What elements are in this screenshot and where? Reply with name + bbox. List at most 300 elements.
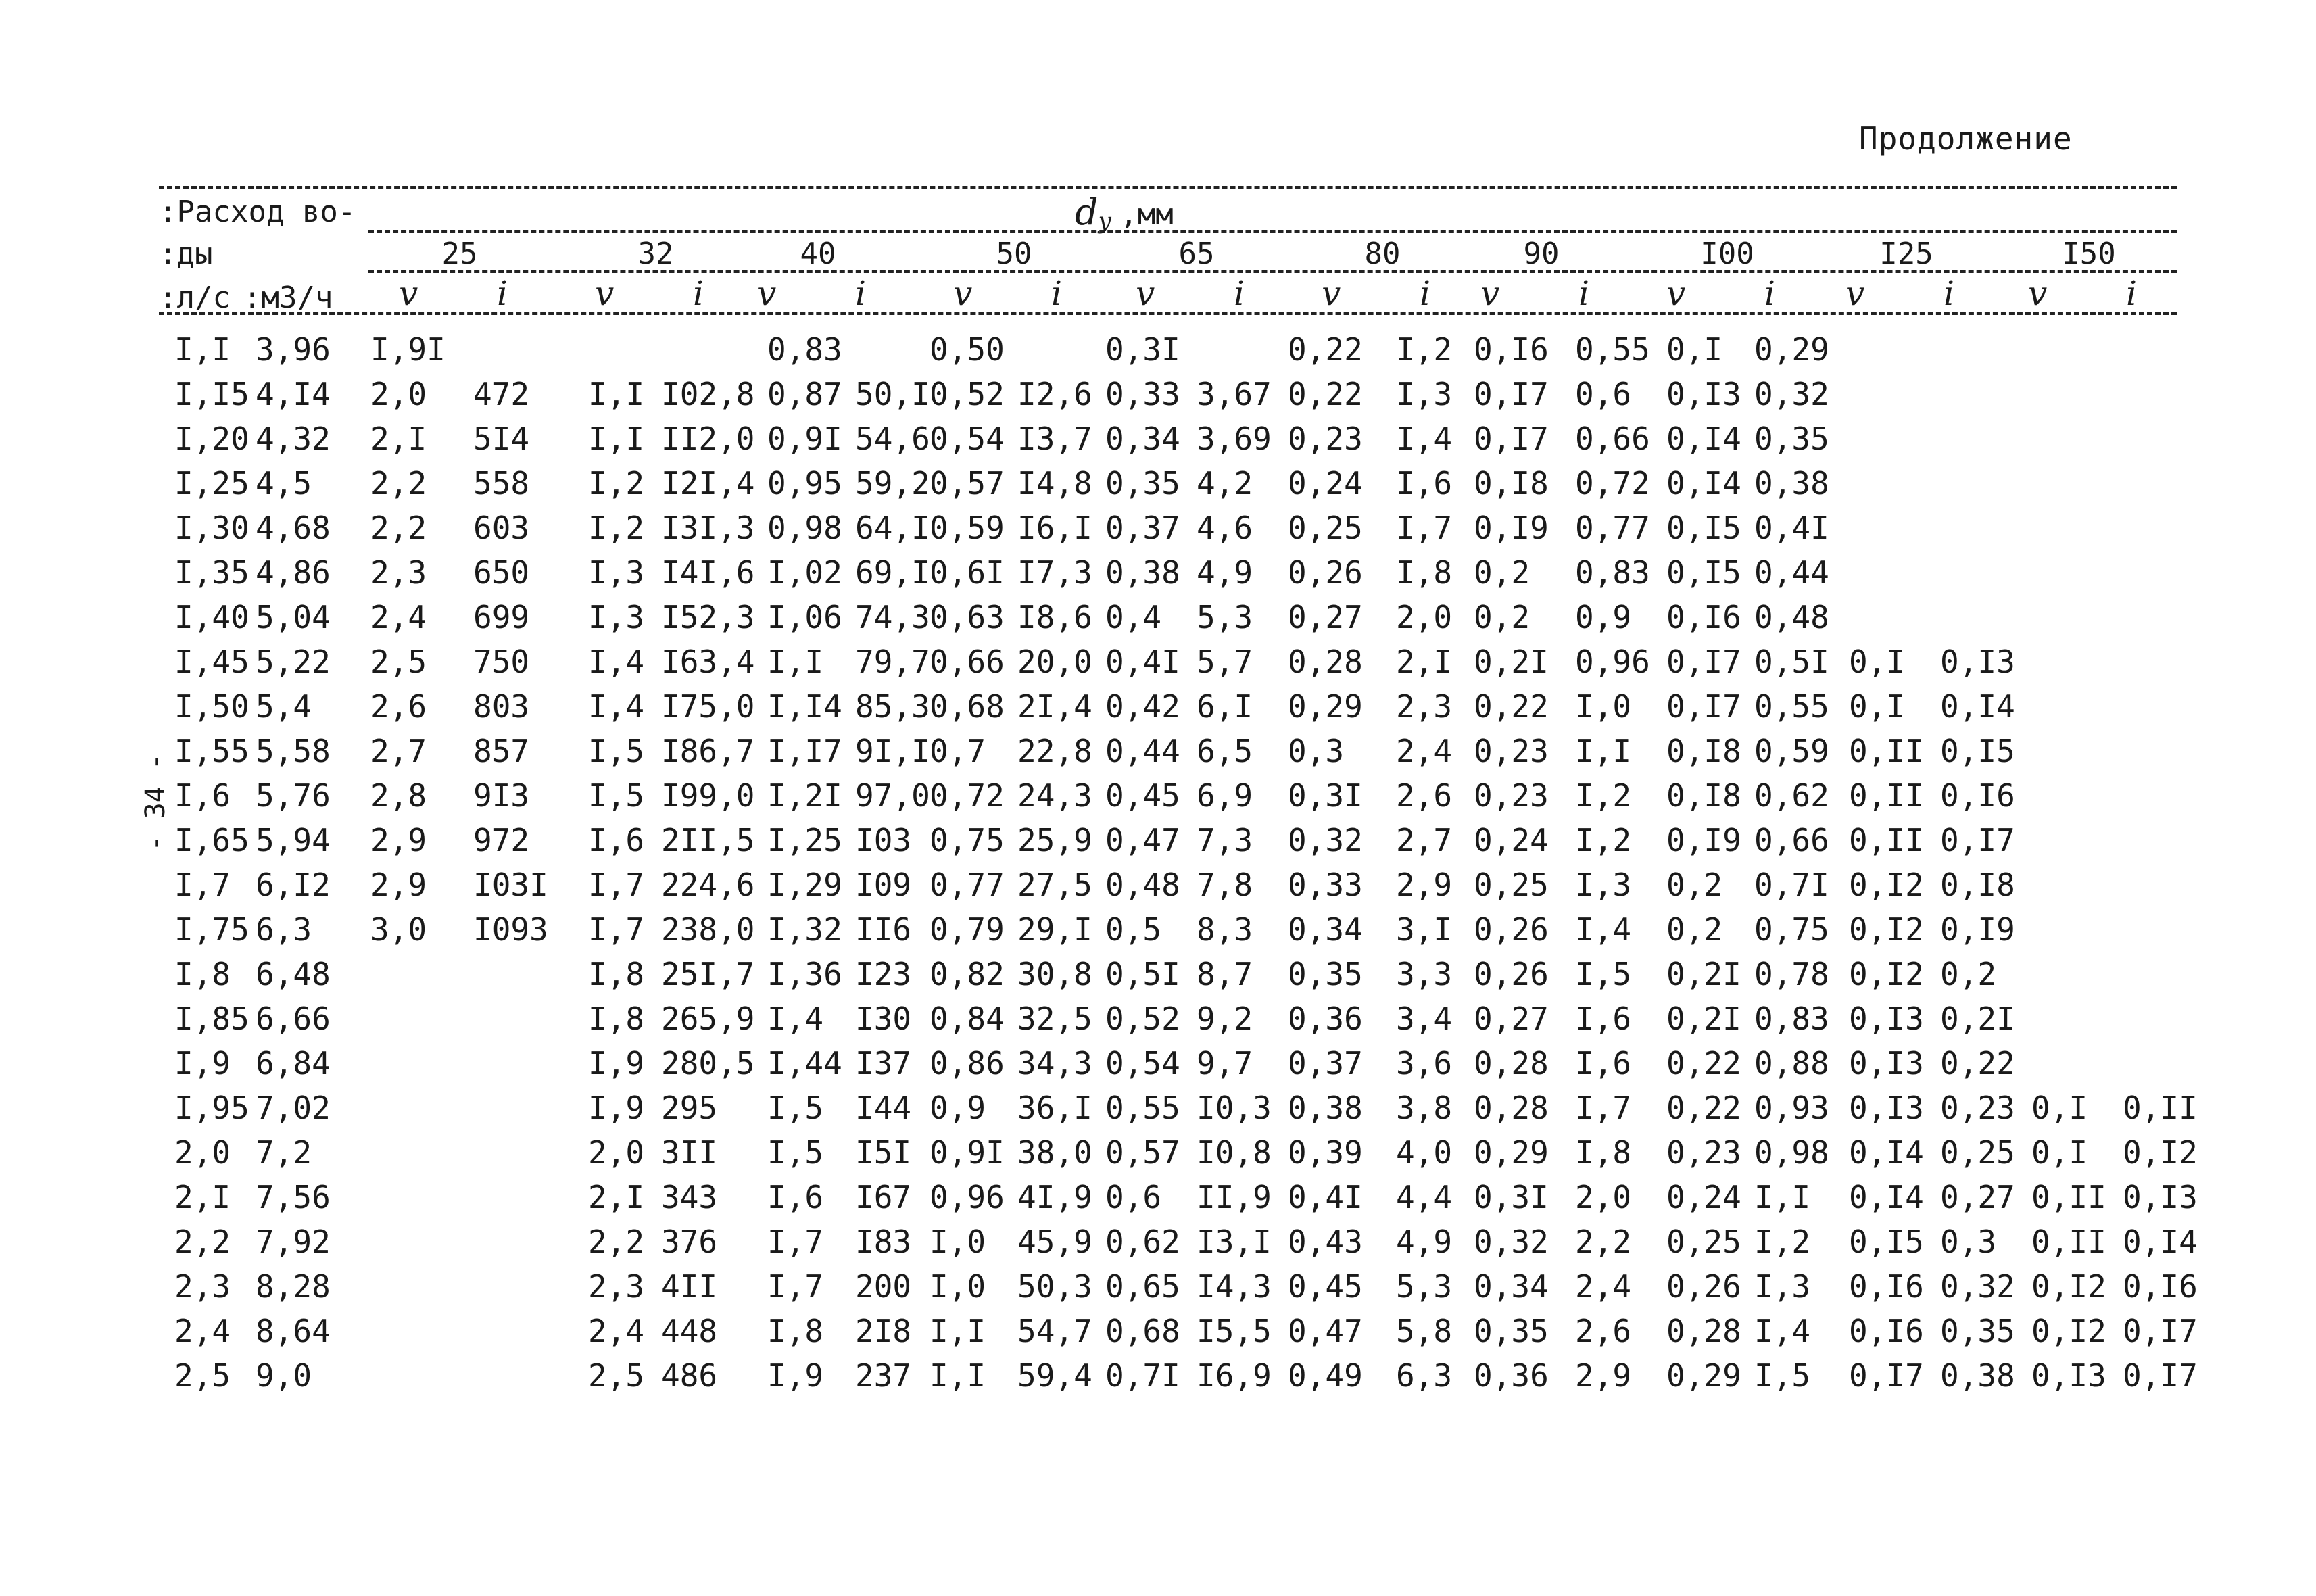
table-cell: I,6 [1575, 1000, 1632, 1037]
table-cell: I,06 [767, 599, 842, 635]
table-cell: 54,7 [1017, 1313, 1092, 1349]
table-cell: 0,2 [1474, 554, 1530, 591]
table-cell: 0,82 [930, 956, 1005, 992]
head-loss-header: i [1578, 274, 1589, 313]
table-cell: 0,96 [1575, 644, 1650, 680]
table-cell: 0,38 [1105, 554, 1180, 591]
table-cell: I30 [855, 1000, 912, 1037]
table-cell: 6,9 [1197, 777, 1253, 814]
table-cell: 5I4 [473, 420, 530, 457]
table-cell: 2,6 [370, 688, 427, 725]
table-cell: 25I,7 [661, 956, 755, 992]
table-cell: 38,0 [1017, 1134, 1092, 1171]
table-cell: 0,I3 [1849, 1045, 1924, 1082]
table-cell: 4I,9 [1017, 1179, 1092, 1215]
diameter-header: 80 [1364, 237, 1401, 271]
table-cell: 8,64 [256, 1313, 331, 1349]
table-cell: 0,9 [930, 1090, 986, 1126]
table-cell: 0,47 [1288, 1313, 1363, 1349]
table-cell: I,7 [767, 1268, 824, 1305]
table-cell: 2,4 [174, 1313, 231, 1349]
table-cell: I02,8 [661, 376, 755, 412]
table-cell: 0,I4 [1849, 1134, 1924, 1171]
table-cell: I,4 [588, 688, 645, 725]
table-cell: 0,2I [1940, 1000, 2015, 1037]
table-cell: 0,55 [1754, 688, 1829, 725]
header-unit-ls: :л/с [159, 281, 231, 315]
velocity-header: v [1666, 274, 1686, 313]
table-cell: 0,37 [1105, 510, 1180, 546]
table-cell: 0,65 [1105, 1268, 1180, 1305]
table-cell: I,5 [1575, 956, 1632, 992]
table-cell: 0,I7 [2123, 1357, 2198, 1394]
table-cell: 0,I [1849, 688, 1906, 725]
velocity-header: v [2028, 274, 2048, 313]
table-cell: I23 [855, 956, 912, 992]
table-cell: 0,I3 [1849, 1000, 1924, 1037]
table-cell: 0,I8 [1666, 733, 1741, 769]
table-cell: I86,7 [661, 733, 755, 769]
table-cell: 0,62 [1105, 1224, 1180, 1260]
table-cell: 64,I [855, 510, 930, 546]
table-cell: 2,6 [1575, 1313, 1632, 1349]
table-cell: 0,9I [930, 1134, 1005, 1171]
table-cell: 0,68 [930, 688, 1005, 725]
table-cell: I,5 [767, 1090, 824, 1126]
table-cell: 0,I4 [1666, 420, 1741, 457]
table-cell: 0,66 [930, 644, 1005, 680]
table-cell: 4,4 [1396, 1179, 1453, 1215]
table-cell: 2,3 [370, 554, 427, 591]
table-cell: 4II [661, 1268, 718, 1305]
table-row [0, 554, 2316, 595]
table-cell: I,5 [767, 1134, 824, 1171]
table-cell: 0,I2 [2031, 1313, 2106, 1349]
table-cell: I,3 [1754, 1268, 1811, 1305]
table-cell: 0,2I [1666, 956, 1741, 992]
table-cell: 0,I7 [2123, 1313, 2198, 1349]
table-cell: 0,37 [1288, 1045, 1363, 1082]
table-cell: I,7 [767, 1224, 824, 1260]
table-cell: 0,22 [1474, 688, 1549, 725]
table-cell: 3,8 [1396, 1090, 1453, 1126]
table-cell: 0,83 [767, 331, 842, 368]
table-cell: I,50 [174, 688, 249, 725]
table-cell: 0,32 [1288, 822, 1363, 859]
table-cell: 9,0 [256, 1357, 312, 1394]
table-cell: 0,78 [1754, 956, 1829, 992]
velocity-header: v [1480, 274, 1500, 313]
table-cell: I6,9 [1197, 1357, 1272, 1394]
table-cell: 0,7I [1105, 1357, 1180, 1394]
table-cell: I,6 [174, 777, 231, 814]
table-cell: 0,I6 [1849, 1268, 1924, 1305]
table-cell: II2,0 [661, 420, 755, 457]
table-cell: 0,54 [1105, 1045, 1180, 1082]
table-cell: 0,I9 [1474, 510, 1549, 546]
table-cell: 2I,4 [1017, 688, 1092, 725]
table-cell: 0,26 [1288, 554, 1363, 591]
table-row [0, 911, 2316, 952]
table-cell: 238,0 [661, 911, 755, 948]
table-cell: 4,5 [256, 465, 312, 502]
table-cell: 0,II [2031, 1224, 2106, 1260]
table-cell: 0,66 [1754, 822, 1829, 859]
table-cell: 0,I8 [1474, 465, 1549, 502]
table-cell: I,2 [1575, 777, 1632, 814]
table-cell: 29,I [1017, 911, 1092, 948]
diameter-header: 90 [1523, 237, 1560, 271]
table-cell: 2I8 [855, 1313, 912, 1349]
table-cell: 0,7I [1754, 867, 1829, 903]
table-cell: 2,6 [1396, 777, 1453, 814]
table-row [0, 644, 2316, 684]
table-cell: I,2 [1396, 331, 1453, 368]
table-cell: 0,63 [930, 599, 1005, 635]
table-cell: 7,8 [1197, 867, 1253, 903]
table-cell: I4I,6 [661, 554, 755, 591]
table-cell: I,4 [1754, 1313, 1811, 1349]
table-cell: I,6 [1575, 1045, 1632, 1082]
table-cell: I,I [174, 331, 231, 368]
table-cell: 0,I4 [1849, 1179, 1924, 1215]
table-cell: I,8 [588, 956, 645, 992]
table-cell: 0,22 [1288, 331, 1363, 368]
table-cell: 5,4 [256, 688, 312, 725]
table-cell: 97,0 [855, 777, 930, 814]
table-cell: I,6 [1396, 465, 1453, 502]
table-cell: 0,59 [1754, 733, 1829, 769]
head-loss-header: i [1051, 274, 1062, 313]
table-cell: 0,83 [1575, 554, 1650, 591]
table-cell: 0,34 [1288, 911, 1363, 948]
table-cell: 0,95 [767, 465, 842, 502]
table-cell: 7,2 [256, 1134, 312, 1171]
table-cell: 0,35 [1105, 465, 1180, 502]
table-cell: 2,5 [588, 1357, 645, 1394]
table-cell: 0,43 [1288, 1224, 1363, 1260]
table-cell: 0,2I [1474, 644, 1549, 680]
table-cell: 0,29 [1474, 1134, 1549, 1171]
table-cell: 0,22 [1666, 1090, 1741, 1126]
table-cell: 8,3 [1197, 911, 1253, 948]
table-cell: 0,I3 [1666, 376, 1741, 412]
table-cell: 0,4I [1754, 510, 1829, 546]
table-cell: I,29 [767, 867, 842, 903]
table-cell: 0,I4 [2123, 1224, 2198, 1260]
table-cell: 2,9 [1575, 1357, 1632, 1394]
table-cell: I,5 [1754, 1357, 1811, 1394]
table-cell: 0,I9 [1940, 911, 2015, 948]
table-cell: 0,I9 [1666, 822, 1741, 859]
velocity-header: v [757, 274, 777, 313]
table-cell: 59,4 [1017, 1357, 1092, 1394]
table-cell: I,40 [174, 599, 249, 635]
table-cell: 0,35 [1474, 1313, 1549, 1349]
header-dy [1075, 191, 1174, 235]
table-cell: 0,26 [1474, 911, 1549, 948]
table-cell: I37 [855, 1045, 912, 1082]
table-cell: 0,27 [1288, 599, 1363, 635]
table-cell: 5,3 [1197, 599, 1253, 635]
table-cell: 0,2 [1666, 911, 1723, 948]
table-cell: I,7 [588, 911, 645, 948]
table-cell: 59,2 [855, 465, 930, 502]
table-cell: 0,I2 [1849, 911, 1924, 948]
table-cell: 0,I2 [2031, 1268, 2106, 1305]
table-cell: 2,5 [370, 644, 427, 680]
table-cell: 0,50 [930, 331, 1005, 368]
table-cell: I,0 [1575, 688, 1632, 725]
table-cell: 0,34 [1474, 1268, 1549, 1305]
table-cell: 69,I [855, 554, 930, 591]
table-cell: 5,04 [256, 599, 331, 635]
table-cell: 0,28 [1474, 1045, 1549, 1082]
table-cell: I,8 [174, 956, 231, 992]
table-row [0, 688, 2316, 729]
table-cell: 2,0 [1575, 1179, 1632, 1215]
header-unit-m3h: :м3/ч [243, 281, 333, 315]
table-cell: 0,22 [1666, 1045, 1741, 1082]
table-row [0, 1179, 2316, 1219]
table-cell: I,9 [588, 1045, 645, 1082]
table-cell: I,7 [588, 867, 645, 903]
table-cell: 486 [661, 1357, 718, 1394]
table-cell: I,I [1754, 1179, 1811, 1215]
table-cell: I,3 [588, 554, 645, 591]
table-cell: 0,23 [1666, 1134, 1741, 1171]
table-cell: 972 [473, 822, 530, 859]
table-cell: 0,52 [1105, 1000, 1180, 1037]
head-loss-header: i [1944, 274, 1954, 313]
table-cell: I75,0 [661, 688, 755, 725]
table-cell: 9I3 [473, 777, 530, 814]
table-cell: 2,0 [370, 376, 427, 412]
table-row [0, 599, 2316, 639]
table-cell: 0,55 [1105, 1090, 1180, 1126]
table-cell: 0,2 [1474, 599, 1530, 635]
table-cell: 24,3 [1017, 777, 1092, 814]
table-cell: 0,I6 [2123, 1268, 2198, 1305]
table-cell: I5,5 [1197, 1313, 1272, 1349]
table-cell: 2,2 [1575, 1224, 1632, 1260]
table-cell: 0,II [1849, 733, 1924, 769]
table-cell: 0,23 [1474, 733, 1549, 769]
table-cell: 0,I3 [1940, 644, 2015, 680]
head-loss-header: i [2126, 274, 2137, 313]
table-cell: 2,9 [370, 867, 427, 903]
table-cell: 0,38 [1754, 465, 1829, 502]
table-cell: 0,I3 [1849, 1090, 1924, 1126]
table-row [0, 376, 2316, 416]
table-cell: 3,4 [1396, 1000, 1453, 1037]
diameter-header: 32 [637, 237, 674, 271]
table-cell: I,I4 [767, 688, 842, 725]
table-row [0, 1090, 2316, 1130]
table-cell: 0,48 [1105, 867, 1180, 903]
diameter-header: I50 [2062, 237, 2116, 271]
table-cell: I,7 [1575, 1090, 1632, 1126]
table-cell: 0,II [1849, 822, 1924, 859]
table-cell: 0,26 [1666, 1268, 1741, 1305]
table-cell: II6 [855, 911, 912, 948]
table-cell: 0,I7 [1849, 1357, 1924, 1394]
table-cell: 32,5 [1017, 1000, 1092, 1037]
table-cell: 224,6 [661, 867, 755, 903]
table-cell: 6,I2 [256, 867, 331, 903]
table-cell: 699 [473, 599, 530, 635]
table-cell: 650 [473, 554, 530, 591]
table-cell: 9,2 [1197, 1000, 1253, 1037]
table-cell: I,I5 [174, 376, 249, 412]
continuation-label: Продолжение [1859, 120, 2073, 157]
table-cell: I,0 [930, 1268, 986, 1305]
table-cell: 0,6 [1105, 1179, 1162, 1215]
table-cell: 3,3 [1396, 956, 1453, 992]
table-row [0, 465, 2316, 506]
table-cell: 0,52 [930, 376, 1005, 412]
table-cell: I,6 [588, 822, 645, 859]
table-cell: 6,3 [1396, 1357, 1453, 1394]
table-cell: 7,56 [256, 1179, 331, 1215]
table-cell: I,9 [588, 1090, 645, 1126]
table-cell: 0,45 [1105, 777, 1180, 814]
table-cell: 2,3 [174, 1268, 231, 1305]
table-cell: 0,I6 [1940, 777, 2015, 814]
table-cell: I,I [930, 1357, 986, 1394]
table-cell: 0,I8 [1940, 867, 2015, 903]
table-cell: 0,23 [1474, 777, 1549, 814]
table-cell: 0,I2 [1849, 956, 1924, 992]
table-cell: I,25 [767, 822, 842, 859]
table-cell: I,75 [174, 911, 249, 948]
table-cell: 2,4 [588, 1313, 645, 1349]
table-cell: 0,I5 [1666, 554, 1741, 591]
table-cell: 2II,5 [661, 822, 755, 859]
velocity-header: v [399, 274, 418, 313]
table-cell: 6,66 [256, 1000, 331, 1037]
table-cell: 0,3 [1288, 733, 1345, 769]
table-cell: 3,I [1396, 911, 1453, 948]
table-cell: 2,9 [370, 822, 427, 859]
table-row [0, 1268, 2316, 1309]
table-cell: 9I,I [855, 733, 930, 769]
table-row [0, 1134, 2316, 1175]
table-cell: I,I [588, 376, 645, 412]
table-cell: 0,I6 [1849, 1313, 1924, 1349]
table-cell: 6,I [1197, 688, 1253, 725]
table-cell: 0,98 [1754, 1134, 1829, 1171]
table-cell: 0,I7 [1474, 420, 1549, 457]
table-cell: I,2 [588, 510, 645, 546]
table-cell: 2,2 [588, 1224, 645, 1260]
table-cell: I4,3 [1197, 1268, 1272, 1305]
table-cell: 0,I [1849, 644, 1906, 680]
table-cell: 0,77 [1575, 510, 1650, 546]
table-cell: 0,9I [767, 420, 842, 457]
table-cell: 0,24 [1474, 822, 1549, 859]
table-cell: 750 [473, 644, 530, 680]
velocity-header: v [1322, 274, 1341, 313]
table-cell: 2,I [174, 1179, 231, 1215]
table-cell: 0,72 [930, 777, 1005, 814]
table-cell: 265,9 [661, 1000, 755, 1037]
table-row [0, 1045, 2316, 1086]
table-cell: 3,0 [370, 911, 427, 948]
table-cell: 2,0 [174, 1134, 231, 1171]
table-cell: 2,4 [370, 599, 427, 635]
table-cell: 0,24 [1666, 1179, 1741, 1215]
table-cell: 2,7 [370, 733, 427, 769]
table-cell: I67 [855, 1179, 912, 1215]
table-cell: I83 [855, 1224, 912, 1260]
header-rule-bottom [159, 312, 2177, 315]
table-cell: 472 [473, 376, 530, 412]
table-cell: 0,83 [1754, 1000, 1829, 1037]
table-cell: I,7 [1396, 510, 1453, 546]
table-cell: 5,7 [1197, 644, 1253, 680]
table-cell: I,45 [174, 644, 249, 680]
table-cell: I0,8 [1197, 1134, 1272, 1171]
table-cell: 5,94 [256, 822, 331, 859]
table-cell: I,36 [767, 956, 842, 992]
table-cell: 0,59 [930, 510, 1005, 546]
head-loss-header: i [497, 274, 508, 313]
table-cell: 7,92 [256, 1224, 331, 1260]
table-cell: 5,76 [256, 777, 331, 814]
table-cell: 0,26 [1474, 956, 1549, 992]
table-cell: I03I [473, 867, 548, 903]
table-cell: 0,29 [1754, 331, 1829, 368]
table-cell: 0,28 [1288, 644, 1363, 680]
table-cell: 0,38 [1940, 1357, 2015, 1394]
table-cell: 0,25 [1666, 1224, 1741, 1260]
table-row [0, 1224, 2316, 1264]
table-cell: 0,33 [1288, 867, 1363, 903]
velocity-header: v [1845, 274, 1865, 313]
table-cell: 50,3 [1017, 1268, 1092, 1305]
table-cell: 0,75 [1754, 911, 1829, 948]
header-flow-label-1: :Расход во- [159, 195, 356, 229]
table-cell: 0,72 [1575, 465, 1650, 502]
table-cell: I52,3 [661, 599, 755, 635]
table-cell: 0,II [1849, 777, 1924, 814]
table-cell: 7,3 [1197, 822, 1253, 859]
table-cell: 0,38 [1288, 1090, 1363, 1126]
table-cell: 4,32 [256, 420, 331, 457]
table-cell: 0,36 [1288, 1000, 1363, 1037]
table-cell: I,65 [174, 822, 249, 859]
head-loss-header: i [1420, 274, 1430, 313]
table-cell: 0,34 [1105, 420, 1180, 457]
table-cell: 0,3 [1940, 1224, 1997, 1260]
table-cell: I6,I [1017, 510, 1092, 546]
table-cell: 448 [661, 1313, 718, 1349]
table-cell: 0,I [1666, 331, 1723, 368]
table-cell: 0,I7 [1666, 644, 1741, 680]
table-cell: 0,36 [1474, 1357, 1549, 1394]
table-cell: 3,96 [256, 331, 331, 368]
table-row [0, 1000, 2316, 1041]
table-cell: I,I [767, 644, 824, 680]
table-cell: 0,86 [930, 1045, 1005, 1082]
table-cell: 0,9 [1575, 599, 1632, 635]
table-cell: 6,3 [256, 911, 312, 948]
table-cell: 0,62 [1754, 777, 1829, 814]
table-cell: 0,33 [1105, 376, 1180, 412]
header-dy-subscript: у [1098, 208, 1112, 235]
table-cell: I,6 [767, 1179, 824, 1215]
